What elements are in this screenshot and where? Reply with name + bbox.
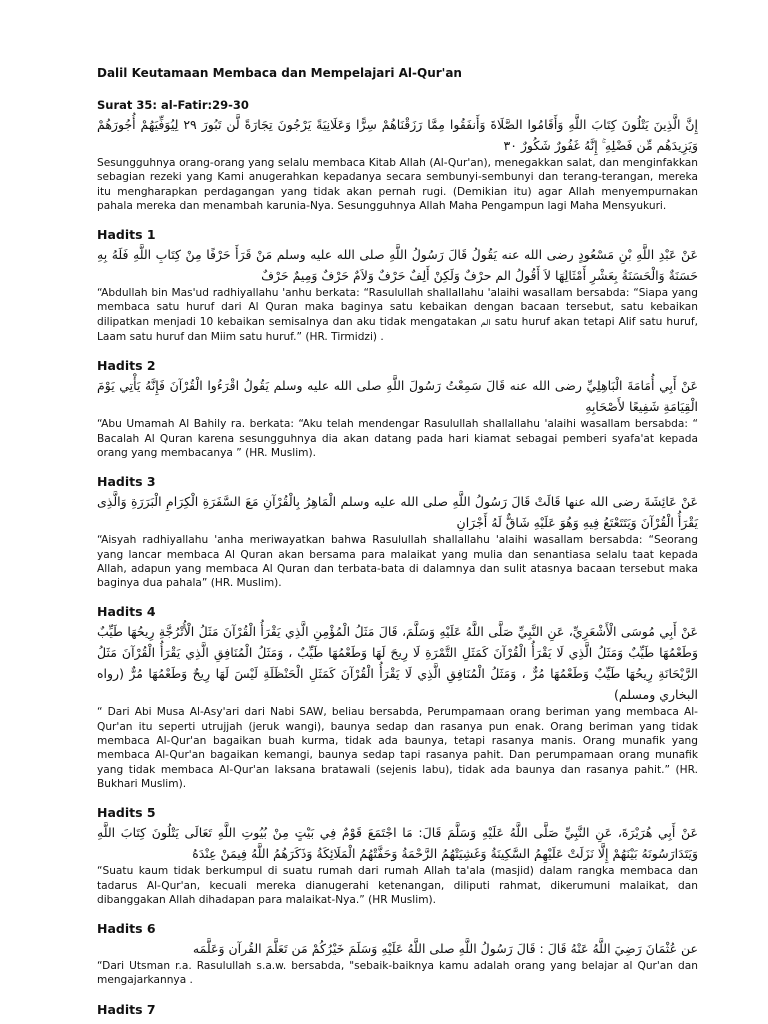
hadits-3-arabic-text: عَنْ عَائِشَةَ رضى الله عنها قَالَتْ قَالَ رَسُولُ اللَّهِ صلى الله عليه وسلم الْمَاهِرُ بِالْقُرْآنِ مَعَ السَّفَرَةِ الْكِرَامِ الْبَرَرَةِ وَالَّذِى يَقْرَأُ الْقُرْآنَ وَيَتَتَعْتَعُ فِيهِ وَهُوَ عَلَيْهِ شَاقٌّ لَهُ أَجْرَانِ [97,494,698,531]
hadits-3-section [97,474,698,590]
hadits-1-translation-part-2: satu huruf akan tetapi Alif satu huruf, Laam satu huruf dan Miim satu huruf.” (HR. Tirmidzi) . [97,315,698,344]
hadits-6-section [97,921,698,988]
hadits-1-heading: Hadits 1 [97,227,156,243]
hadits-1-translation-part-1: “Abdullah bin Mas'ud radhiyallahu 'anhu berkata: “Rasulullah shallallahu 'alaihi wasallam bersabda: “Siapa yang membaca satu huruf dari Al Quran maka baginya satu kebaikan dengan bacaan tersebut, satu kebaikan dilipatkan menjadi 10 kebaikan semisalnya dan aku tidak mengatakan [97,287,698,328]
hadits-5-heading: Hadits 5 [97,805,156,821]
hadits-7-heading: Hadits 7 [97,1001,156,1017]
hadits-4-translation: “ Dari Abi Musa Al-Asy'ari dari Nabi SAW, beliau bersabda, Perumpamaan orang beriman yang membaca Al-Qur'an itu seperti utrujjah (jeruk wangi), baunya sedap dan rasanya pun enak. Orang beriman yang tidak membaca Al-Qur'an bagaikan buah kurma, tidak ada baunya, tetapi rasanya manis. Orang munafik yang membaca Al-Qur'an bagaikan kemangi, baunya sedap tapi rasanya pahit. Dan perumpamaan orang munafik yang tidak membaca Al-Qur'an laksana bratawali (sejenis labu), tidak ada baunya dan rasanya pahit.” (HR. Bukhari Muslim). [97,706,698,790]
hadits-1-arabic-text: عَنْ عَبْدِ اللَّهِ بْنِ مَسْعُودٍ رضى الله عنه يَقُولُ قَالَ رَسُولُ اللَّهِ صلى الله عليه وسلم مَنْ قَرَأَ حَرْفًا مِنْ كِتَابِ اللَّهِ فَلَهُ بِهِ حَسَنَةٌ وَالْحَسَنَةُ بِعَشْرِ أَمْثَالِهَا لاَ أَقُولُ الم حرْفٌ وَلَكِنْ أَلِفٌ حَرْفٌ وَلاَمٌ حَرْفٌ وَمِيمٌ حَرْفٌ [97,247,698,284]
surah-title: Surat 35: al-Fatir:29-30 [97,98,249,112]
hadits-7-section [97,1002,698,1017]
hadits-4-section [97,604,698,791]
document-title: Dalil Keutamaan Membaca dan Mempelajari Al-Qur'an [97,66,462,80]
hadits-5-arabic-text: عَنْ أَبِي هُرَيْرَةَ، عَنِ النَّبِيِّ صَلَّى اللَّهُ عَلَيْهِ وَسَلَّمَ قَالَ: مَا اجْتَمَعَ قَوْمٌ فِي بَيْتٍ مِنْ بُيُوتِ اللَّهِ تَعَالَى يَتْلُونَ كِتَابَ اللَّهِ وَيَتَدَارَسُونَهُ بَيْنَهُمْ إِلَّا نَزَلَتْ عَلَيْهِمُ السَّكِينَةُ وَغَشِيَتْهُمُ الرَّحْمَةُ وَحَفَّتْهُمُ الْمَلَائِكَةُ وَذَكَرَهُمُ اللَّهُ فِيمَنْ عِنْدَهُ [97,825,698,862]
hadits-3-heading: Hadits 3 [97,474,156,490]
hadits-1-section [97,227,698,344]
hadits-6-arabic-text: عن عُثْمَانَ رَضِيَ اللَّهُ عَنْهُ قَالَ : قَالَ رَسُولُ اللَّهِ صلى اللَّهُ عَلَيْهِ وَسَلَمَ خَيْرُكُمْ مَن تَعَلَّمَ القُرآن وَعَلَّمَه [192,941,698,957]
hadits-4-arabic-text: عَنْ أَبِي مُوسَى الْأَشْعَرِيِّ، عَنِ النَّبِيِّ صَلَّى اللَّهُ عَلَيْهِ وَسَلَّمَ، قَالَ مَثَلُ الْمُؤْمِنِ الَّذِي يَقْرَأُ الْقُرْآنَ مَثَلُ الْأُتْرُجَّةِ رِيحُهَا طَيِّبٌ وَطَعْمُهَا طَيِّبٌ وَمَثَلُ الَّذِي لَا يَقْرَأُ الْقُرْآنَ كَمَثَلِ التَّمْرَةِ لَا رِيحَ لَهَا وَطَعْمُهَا طَيِّبٌ ، وَمَثَلُ الْمُنَافِقِ الَّذِي يَقْرَأُ الْقُرْآنَ مَثَلُ الرَّيْحَانَةِ رِيحُهَا طَيِّبٌ وَطَعْمُهَا مُرٌّ ، وَمَثَلُ الْمُنَافِقِ الَّذِي لَا يَقْرَأُ الْقُرْآنَ كَمَثَلِ الْحَنْظَلَةِ لَيْسَ لَهَا رِيحٌ وَطَعْمُهَا مُرٌّ (رواه البخاري ومسلم) [97,624,698,703]
hadits-1-translation [97,286,698,344]
hadits-5-section [97,805,698,907]
surah-translation: Sesungguhnya orang-orang yang selalu membaca Kitab Allah (Al-Qur'an), menegakkan salat, dan menginfakkan sebagian rezeki yang Kami anugerahkan kepadanya secara sembunyi-sembunyi dan terang-terangan, mereka itu mengharapkan perdagangan yang tidak akan pernah rugi. (Demikian itu) agar Allah menyempurnakan pahala mereka dan menambah karunia-Nya. Sesungguhnya Allah Maha Pengampun lagi Maha Mensyukuri. [97,157,698,212]
surah-arabic-text: إِنَّ الَّذِينَ يَتْلُونَ كِتَابَ اللَّهِ وَأَقَامُوا الصَّلَاةَ وَأَنفَقُوا مِمَّا رَزَقْنَاهُمْ سِرًّا وَعَلَانِيَةً يَرْجُونَ تِجَارَةً لَّن تَبُورَ ٢٩ لِيُوَفِّيَهُمْ أُجُورَهُمْ وَيَزِيدَهُم مِّن فَضْلِهِ ۚ إِنَّهُ غَفُورٌ شَكُورٌ ٣٠ [97,117,698,153]
hadits-4-heading: Hadits 4 [97,604,156,620]
hadits-3-translation: “Aisyah radhiyallahu 'anha meriwayatkan bahwa Rasulullah shallallahu 'alaihi wasallam bersabda: “Seorang yang lancar membaca Al Quran akan bersama para malaikat yang mulia dan senantiasa selalu taat kepada Allah, adapun yang membaca Al Quran dan terbata-bata di dalamnya dan sulit atasnya bacaan tersebut maka baginya dua pahala” (HR. Muslim). [97,534,698,590]
hadits-5-translation: “Suatu kaum tidak berkumpul di suatu rumah dari rumah Allah ta'ala (masjid) dalam rangka membaca dan tadarus Al-Qur'an, kecuali mereka dianugerahi ketenangan, diliputi rahmat, dikerumuni malaikat, dan dibanggakan Allah dihadapan para malaikat-Nya.” (HR Muslim). [97,865,698,906]
hadits-6-translation: “Dari Utsman r.a. Rasulullah s.a.w. bersabda, "sebaik-baiknya kamu adalah orang yang belajar al Qur'an dan mengajarkannya . [97,960,698,987]
hadits-6-heading: Hadits 6 [97,921,156,937]
surah-section [97,98,698,213]
hadits-2-translation: “Abu Umamah Al Bahily ra. berkata: “Aku telah mendengar Rasulullah shallallahu 'alaihi wasallam bersabda: “ Bacalah Al Quran karena sesungguhnya dia akan datang pada hari kiamat sebagai pemberi syafa'at kepada orang yang membacanya ” (HR. Muslim). [97,418,698,459]
hadits-2-section [97,358,698,460]
hadits-1-inline-arabic: الم [480,317,491,327]
hadits-2-heading: Hadits 2 [97,358,156,374]
hadits-2-arabic-text: عَنْ أَبِي أُمَامَةَ الْبَاهِلِيِّ رضى الله عنه قَالَ سَمِعْتُ رَسُولَ اللَّهِ صلى الله عليه وسلم يَقُولُ اقْرَءُوا الْقُرْآنَ فَإِنَّهُ يَأْتِي يَوْمَ الْقِيَامَةِ شَفِيعًا لأَصْحَابِهِ [97,378,698,415]
